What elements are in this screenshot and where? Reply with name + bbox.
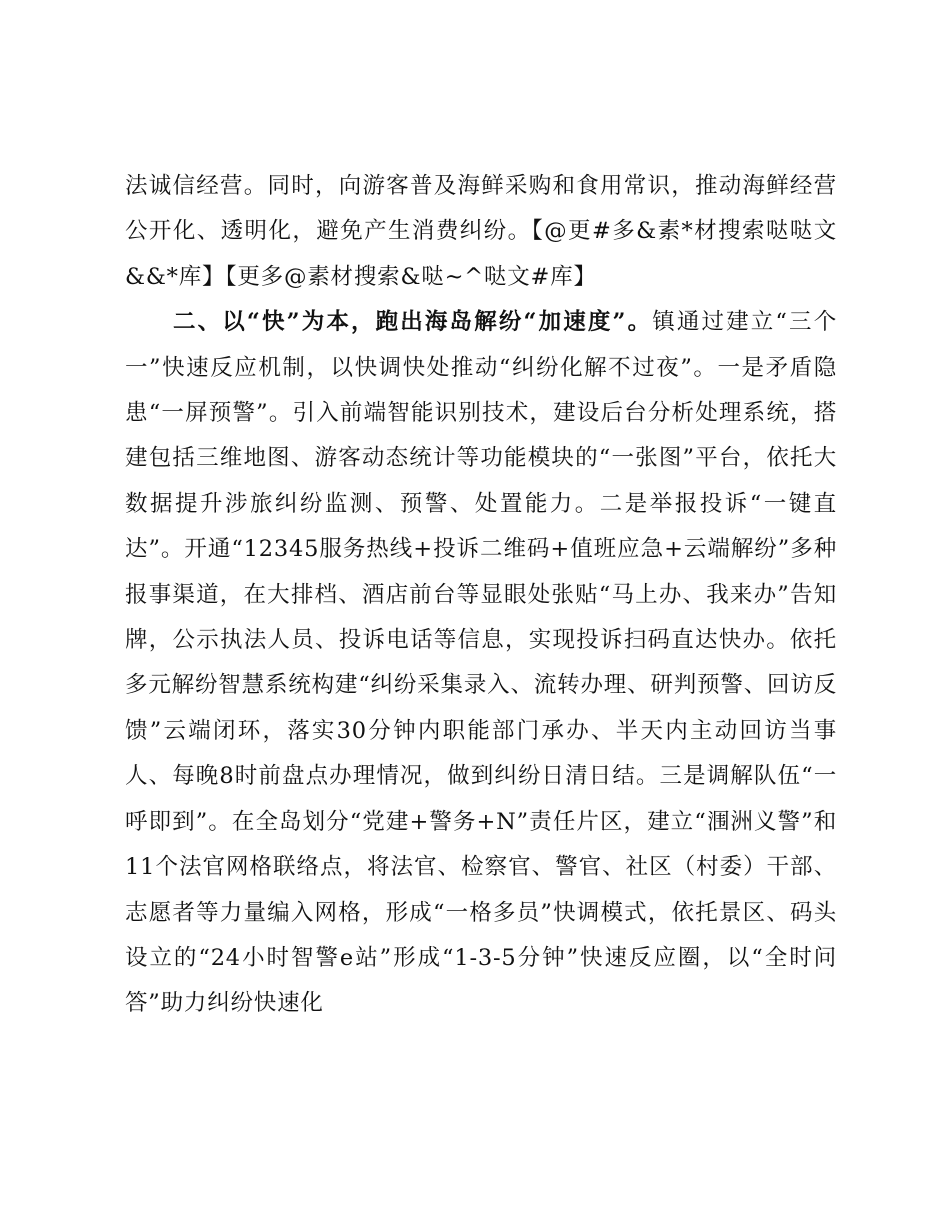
section-heading: 二、以“快”为本，跑出海岛解纷“加速度”。 (173, 309, 653, 336)
document-body (125, 164, 837, 1027)
paragraph-continuation: 法诚信经营。同时，向游客普及海鲜采购和食用常识，推动海鲜经营公开化、透明化，避免产生消费纠纷。【@更#多&素*材搜索哒哒文&&*库】【更多@素材搜索&哒~^哒文#库】 (125, 173, 837, 290)
paragraph-section-two (125, 300, 837, 1027)
section-body-text: 镇通过建立“三个一”快速反应机制，以快调快处推动“纠纷化解不过夜”。一是矛盾隐患“一屏预警”。引入前端智能识别技术，建设后台分析处理系统，搭建包括三维地图、游客动态统计等功能模块的“一张图”平台，依托大数据提升涉旅纠纷监测、预警、处置能力。二是举报投诉“一键直达”。开通“12345服务热线+投诉二维码+值班应急+云端解纷”多种报事渠道，在大排档、酒店前台等显眼处张贴“马上办、我来办”告知牌，公示执法人员、投诉电话等信息，实现投诉扫码直达快办。依托多元解纷智慧系统构建“纠纷采集录入、流转办理、研判预警、回访反馈”云端闭环，落实30分钟内职能部门承办、半天内主动回访当事人、每晚8时前盘点办理情况，做到纠纷日清日结。三是调解队伍“一呼即到”。在全岛划分“党建+警务+N”责任片区，建立“涠洲义警”和11个法官网格联络点，将法官、检察官、警官、社区（村委）干部、志愿者等力量编入网格，形成“一格多员”快调模式，依托景区、码头设立的“24小时智警e站”形成“1-3-5分钟”快速反应圈，以“全时问答”助力纠纷快速化 (125, 309, 838, 1017)
